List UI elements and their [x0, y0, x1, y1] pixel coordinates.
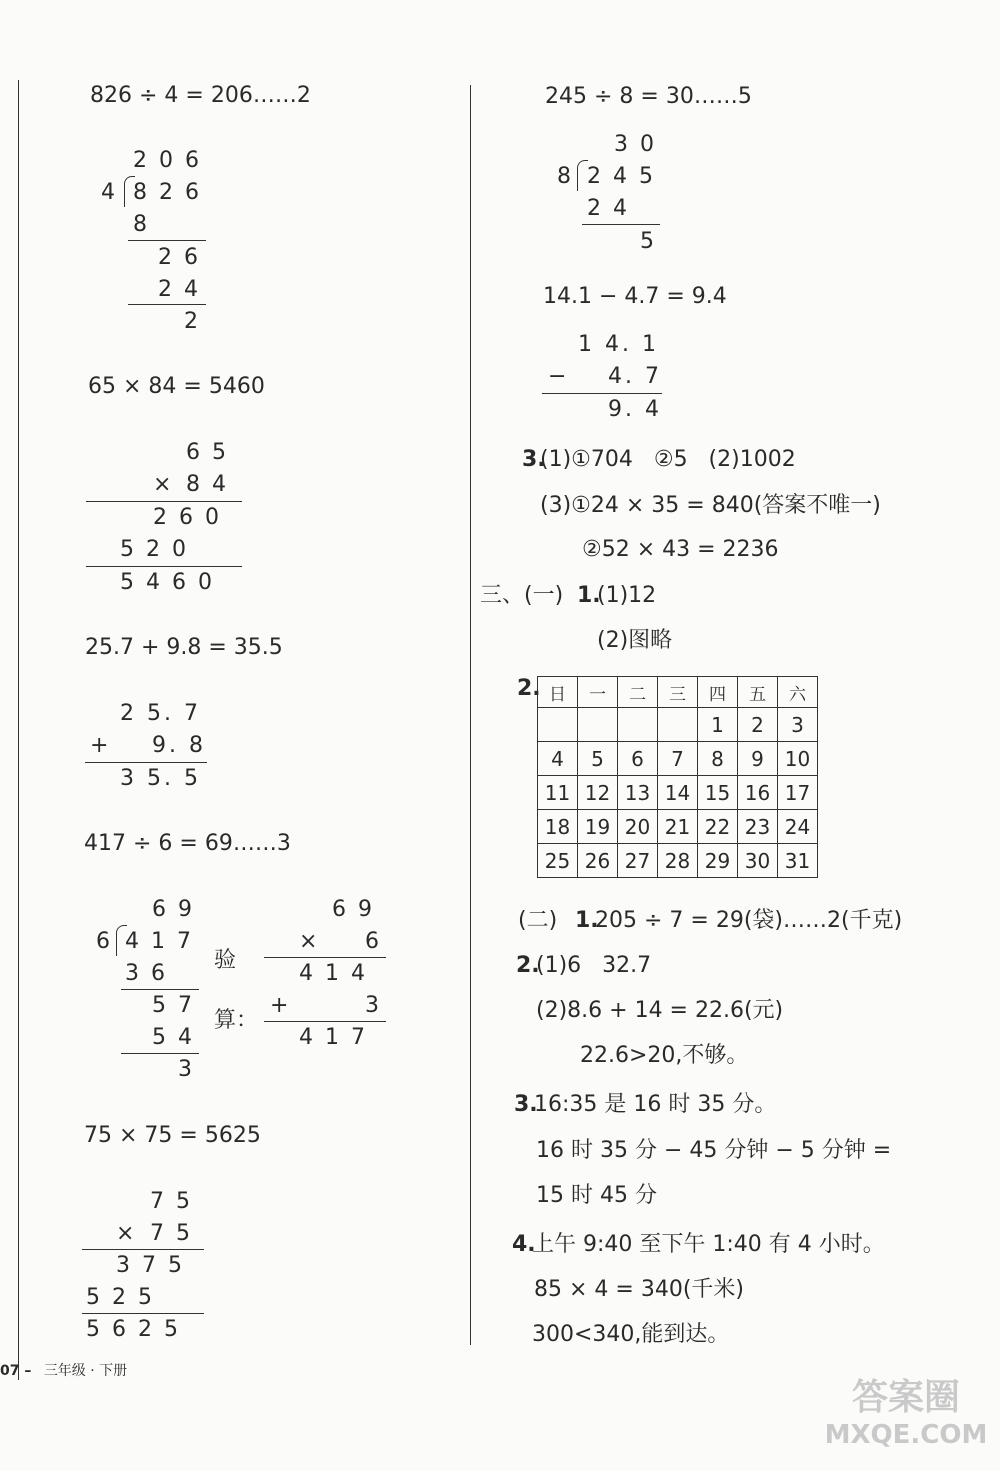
- division-line: [128, 240, 206, 241]
- calendar-day: 25: [538, 844, 578, 878]
- calendar-day: 27: [618, 844, 658, 878]
- watermark-text: 答案圈: [851, 1377, 960, 1418]
- calendar-day: 2: [738, 708, 778, 742]
- calendar-day: 15: [698, 776, 738, 810]
- calendar-week-row: [538, 708, 818, 742]
- part-2-q2-line-3: 22.6>20,不够。: [580, 1043, 749, 1068]
- remainder-final: 3: [178, 1057, 204, 1082]
- q3-line-3: ②52 × 43 = 2236: [582, 537, 779, 562]
- remainder-1: 57: [152, 993, 204, 1018]
- check-line: [264, 1021, 386, 1022]
- calendar-day: 8: [698, 742, 738, 776]
- weekday-header: 六: [778, 677, 818, 708]
- partial-1: 260: [153, 505, 231, 530]
- q3-number: 3.: [522, 447, 546, 472]
- calendar-day: 14: [658, 776, 698, 810]
- calendar-day: 22: [698, 810, 738, 844]
- section-3-q1-number: 1.: [577, 583, 601, 608]
- dividend: 417: [125, 929, 203, 954]
- part-2-q2-line-2: (2)8.6 + 14 = 22.6(元): [536, 998, 784, 1023]
- left-margin-line: [18, 80, 19, 1380]
- part-2-q4-number: 4.: [512, 1232, 536, 1257]
- addend-b: 9. 8: [152, 733, 206, 758]
- quotient: 30: [614, 132, 666, 157]
- watermark-logo: [816, 1376, 996, 1450]
- check-line: [264, 957, 386, 958]
- divisor: 4: [101, 180, 115, 205]
- weekday-header: 四: [698, 677, 738, 708]
- calendar-day: 3: [778, 708, 818, 742]
- equation-14.1-minus-4.7: 14.1 − 4.7 = 9.4: [543, 284, 727, 309]
- subtract-2: 24: [158, 277, 210, 302]
- calendar-day: 28: [658, 844, 698, 878]
- partial-2: 520: [120, 537, 198, 562]
- section-3-q1-part2: (2)图略: [597, 628, 673, 653]
- remainder-final: 5: [640, 229, 666, 254]
- check-label-2: 算：: [214, 1008, 259, 1033]
- q3-line-1: (1)①704 ②5 (2)1002: [540, 447, 796, 472]
- check-plus: +: [270, 993, 289, 1018]
- calendar-week-row: [538, 742, 818, 776]
- division-line: [121, 989, 199, 990]
- calendar-day: [618, 708, 658, 742]
- calendar-day: 16: [738, 776, 778, 810]
- part-2-heading: (二): [518, 908, 558, 933]
- equation-25.7-plus-9.8: 25.7 + 9.8 = 35.5: [85, 635, 283, 660]
- check-times: ×: [299, 929, 318, 954]
- difference: 9. 4: [608, 397, 662, 422]
- times-sign: ×: [116, 1221, 135, 1246]
- division-line: [128, 304, 206, 305]
- part-2-q3-line-1: 16:35 是 16 时 35 分。: [534, 1092, 777, 1117]
- watermark-url: MXQE.COM: [824, 1420, 988, 1450]
- part-2-q4-line-3: 300<340,能到达。: [532, 1322, 730, 1347]
- division-line: [121, 1053, 199, 1054]
- equation-65-x-84: 65 × 84 = 5460: [88, 374, 265, 399]
- subtract-1: 24: [587, 196, 639, 221]
- remainder-final: 2: [184, 309, 210, 334]
- calendar-week-row: [538, 776, 818, 810]
- weekday-header: 日: [538, 677, 578, 708]
- division-line: [582, 224, 660, 225]
- part-2-q2-number: 2.: [516, 953, 540, 978]
- minus-sign: −: [548, 364, 567, 389]
- part-2-q3-number: 3.: [514, 1092, 538, 1117]
- equation-75-x-75: 75 × 75 = 5625: [84, 1123, 261, 1148]
- plus-sign: +: [90, 733, 109, 758]
- calendar-day: 21: [658, 810, 698, 844]
- divisor: 8: [557, 164, 571, 189]
- calendar-week-row: [538, 810, 818, 844]
- check-product: 414: [299, 961, 377, 986]
- q3-line-2: (3)①24 × 35 = 840(答案不唯一): [540, 493, 881, 518]
- factor-a: 75: [150, 1189, 202, 1214]
- subtract-2: 54: [152, 1025, 204, 1050]
- calendar-table: [537, 676, 818, 878]
- calendar-day: 18: [538, 810, 578, 844]
- subtrahend: 4. 7: [608, 364, 662, 389]
- q2-number: 2.: [517, 676, 541, 701]
- part-2-q1: 205 ÷ 7 = 29(袋)……2(千克): [595, 908, 903, 933]
- calendar-day: 9: [738, 742, 778, 776]
- weekday-header: 五: [738, 677, 778, 708]
- calendar-day: 19: [578, 810, 618, 844]
- calendar-day: [658, 708, 698, 742]
- addend-a: 2 5. 7: [120, 701, 201, 726]
- calendar-day: 20: [618, 810, 658, 844]
- part-2-q3-line-3: 15 时 45 分: [536, 1183, 657, 1208]
- part-2-q1-number: 1.: [575, 908, 599, 933]
- times-sign: ×: [153, 472, 172, 497]
- divisor: 6: [96, 929, 110, 954]
- page-footer: [0, 1360, 127, 1380]
- partial-2: 525: [86, 1285, 164, 1310]
- dividend: 826: [133, 180, 211, 205]
- difference-line: [542, 393, 662, 394]
- calendar-day: 24: [778, 810, 818, 844]
- sum: 3 5. 5: [120, 766, 201, 791]
- calendar-day: 12: [578, 776, 618, 810]
- product-line: [86, 501, 242, 502]
- section-3-heading: 三、(一): [480, 583, 564, 608]
- quotient: 69: [152, 897, 204, 922]
- part-2-q3-line-2: 16 时 35 分 − 45 分钟 − 5 分钟 =: [536, 1138, 892, 1163]
- product: 5460: [120, 570, 224, 595]
- remainder-1: 26: [158, 245, 210, 270]
- calendar-day: 7: [658, 742, 698, 776]
- calendar-day: 30: [738, 844, 778, 878]
- calendar-day: 26: [578, 844, 618, 878]
- calendar-day: 31: [778, 844, 818, 878]
- calendar-header-row: [538, 677, 818, 708]
- check-c: 3: [365, 993, 379, 1018]
- subtract-1: 36: [125, 961, 177, 986]
- product-line: [82, 1313, 204, 1314]
- dividend: 245: [587, 164, 665, 189]
- part-2-q4-line-2: 85 × 4 = 340(千米): [534, 1277, 744, 1302]
- subtract-1: 8: [133, 212, 159, 237]
- equation-826-div-4: 826 ÷ 4 = 206……2: [90, 83, 311, 108]
- weekday-header: 一: [578, 677, 618, 708]
- product-line: [86, 566, 242, 567]
- part-2-q4-line-1: 上午 9:40 至下午 1:40 有 4 小时。: [532, 1232, 885, 1257]
- grade-label: 三年级 · 下册: [43, 1363, 128, 1379]
- calendar-day: 17: [778, 776, 818, 810]
- factor-b: 75: [150, 1221, 202, 1246]
- calendar-day: 23: [738, 810, 778, 844]
- quotient: 206: [133, 148, 211, 173]
- check-label-1: 验: [214, 948, 237, 973]
- factor-a: 65: [186, 440, 238, 465]
- calendar-day: 11: [538, 776, 578, 810]
- equation-417-div-6: 417 ÷ 6 = 69……3: [84, 831, 291, 856]
- calendar-day: 10: [778, 742, 818, 776]
- check-b: 6: [365, 929, 379, 954]
- calendar-day: 4: [538, 742, 578, 776]
- calendar-week-row: [538, 844, 818, 878]
- factor-b: 84: [186, 472, 238, 497]
- product-line: [82, 1249, 204, 1250]
- calendar-day: 6: [618, 742, 658, 776]
- column-divider: [470, 85, 471, 1345]
- calendar-day: 1: [698, 708, 738, 742]
- part-2-q2-line-1: (1)6 32.7: [536, 953, 652, 978]
- calendar-day: 29: [698, 844, 738, 878]
- sum-line: [85, 762, 207, 763]
- product: 5625: [86, 1317, 190, 1342]
- calendar-day: 13: [618, 776, 658, 810]
- minuend: 1 4. 1: [578, 332, 659, 357]
- calendar-day: [578, 708, 618, 742]
- page-number: 07 –: [0, 1363, 32, 1379]
- check-result: 417: [299, 1025, 377, 1050]
- weekday-header: 二: [618, 677, 658, 708]
- check-a: 69: [332, 897, 384, 922]
- section-3-q1-part1: (1)12: [597, 583, 657, 608]
- weekday-header: 三: [658, 677, 698, 708]
- equation-245-div-8: 245 ÷ 8 = 30……5: [545, 84, 752, 109]
- calendar-day: [538, 708, 578, 742]
- partial-1: 375: [116, 1253, 194, 1278]
- calendar-day: 5: [578, 742, 618, 776]
